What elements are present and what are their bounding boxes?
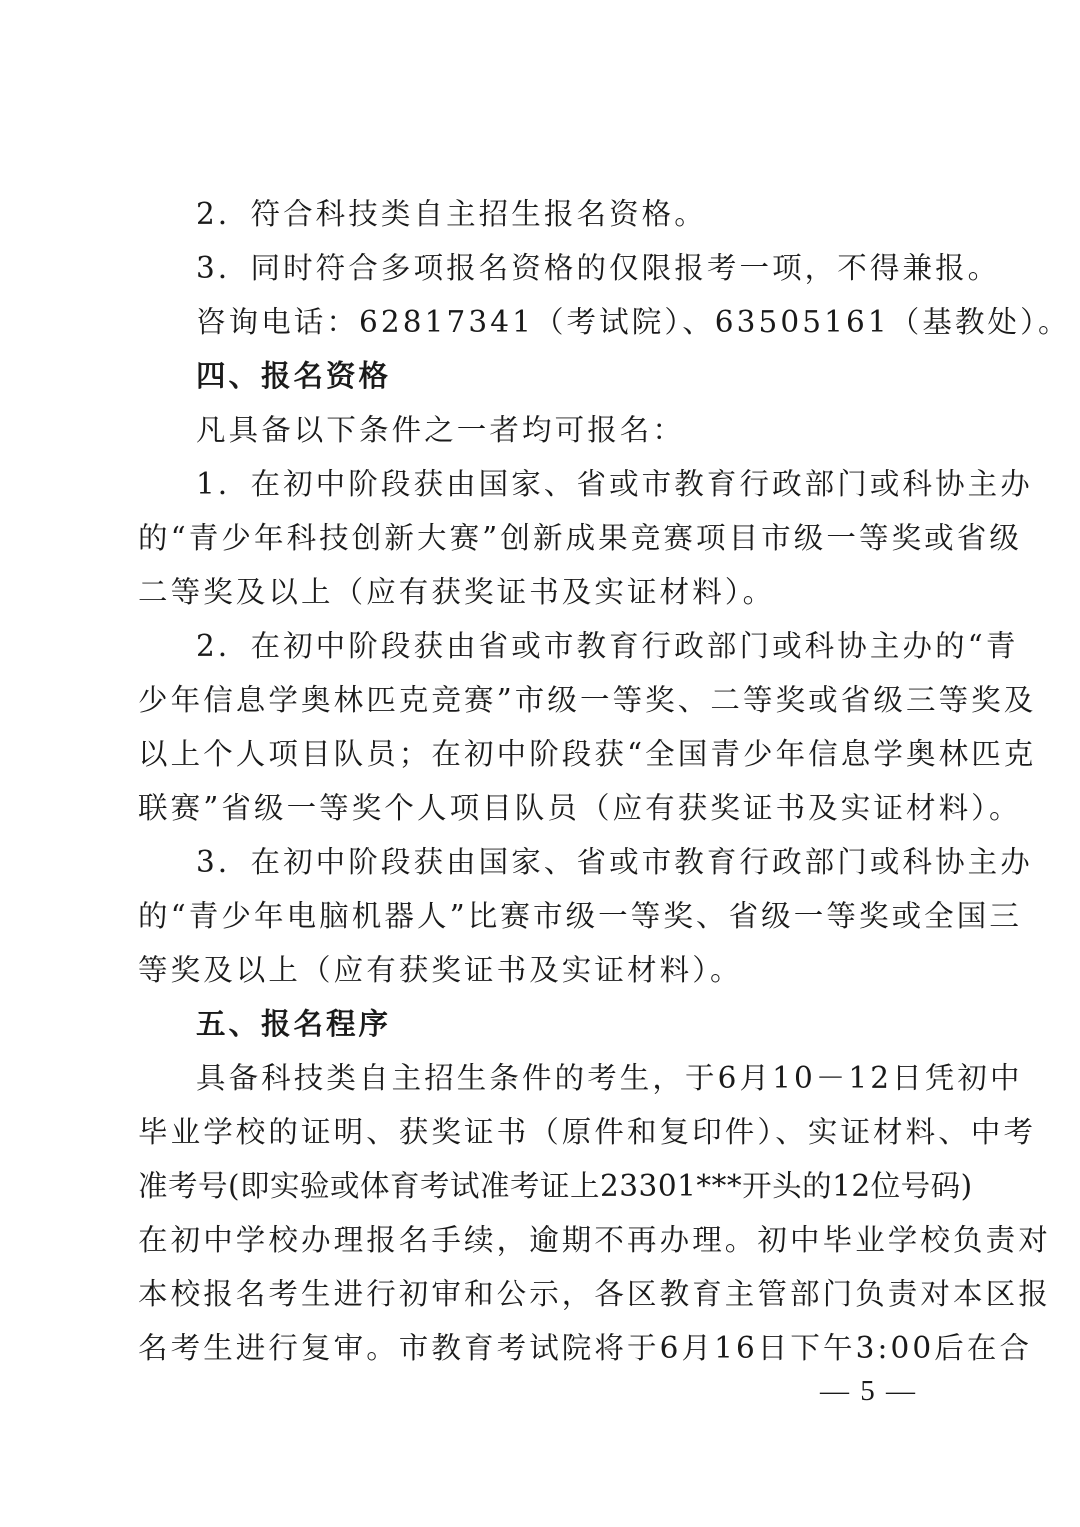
paragraph-line: 1．在初中阶段获由国家、省或市教育行政部门或科协主办: [196, 467, 1033, 501]
paragraph-line: 联赛”省级一等奖个人项目队员（应有获奖证书及实证材料）。: [138, 791, 1022, 825]
page-number: — 5 —: [820, 1375, 917, 1407]
paragraph-line: 少年信息学奥林匹克竞赛”市级一等奖、二等奖或省级三等奖及: [138, 683, 1037, 717]
paragraph-line: 2．在初中阶段获由省或市教育行政部门或科协主办的“青: [196, 629, 1019, 663]
paragraph-line: 以上个人项目队员；在初中阶段获“全国青少年信息学奥林匹克: [138, 737, 1037, 771]
paragraph-line: 2．符合科技类自主招生报名资格。: [196, 197, 707, 231]
section-heading: 五、报名程序: [196, 1007, 392, 1041]
paragraph-line: 在初中学校办理报名手续，逾期不再办理。初中毕业学校负责对: [138, 1223, 1051, 1257]
paragraph-line: 的“青少年科技创新大赛”创新成果竞赛项目市级一等奖或省级: [138, 521, 1022, 555]
paragraph-line: 3．在初中阶段获由国家、省或市教育行政部门或科协主办: [196, 845, 1033, 879]
contact-phone-line: 咨询电话：62817341（考试院）、63505161（基教处）。: [196, 305, 1071, 339]
paragraph-line: 毕业学校的证明、获奖证书（原件和复印件）、实证材料、中考: [138, 1115, 1037, 1149]
paragraph-line: 3．同时符合多项报名资格的仅限报考一项，不得兼报。: [196, 251, 1001, 285]
paragraph-line: 凡具备以下条件之一者均可报名：: [196, 413, 686, 447]
paragraph-line: 本校报名考生进行初审和公示，各区教育主管部门负责对本区报: [138, 1277, 1051, 1311]
paragraph-line: 准考号(即实验或体育考试准考证上23301***开头的12位号码): [138, 1169, 973, 1203]
paragraph-line: 名考生进行复审。市教育考试院将于6月16日下午3:00后在合: [138, 1331, 1033, 1365]
paragraph-line: 二等奖及以上（应有获奖证书及实证材料）。: [138, 575, 776, 609]
paragraph-line: 具备科技类自主招生条件的考生，于6月10－12日凭初中: [196, 1061, 1023, 1095]
paragraph-line: 的“青少年电脑机器人”比赛市级一等奖、省级一等奖或全国三: [138, 899, 1022, 933]
section-heading: 四、报名资格: [196, 359, 392, 393]
paragraph-line: 等奖及以上（应有获奖证书及实证材料）。: [138, 953, 743, 987]
